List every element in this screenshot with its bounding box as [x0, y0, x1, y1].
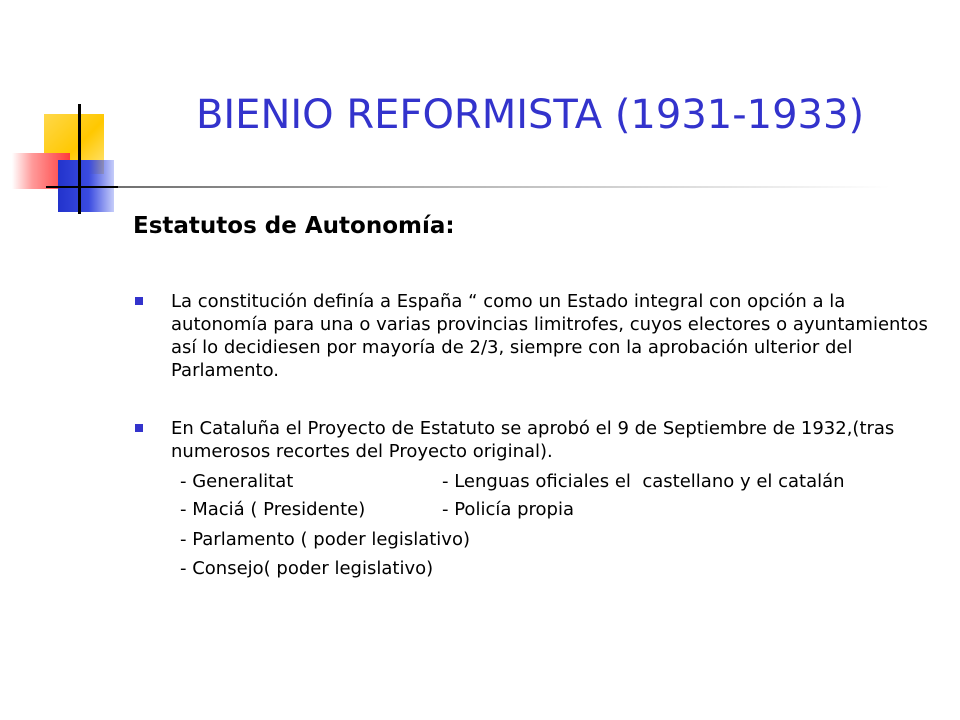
- sub-item-lenguas: - Lenguas oficiales el castellano y el catalán: [442, 471, 845, 492]
- title-underline-rule: [118, 186, 890, 188]
- bullet-text-constitution: La constitución definía a España “ como un Estado integral con opción a la autonomía para una o varias provincias limitrofes, cuyos electores o ayuntamientos así lo decidiesen por mayoría de 2/3, siempre con la aprobación ulterior del Parlamento.: [171, 291, 928, 381]
- bullet-marker-icon: [135, 424, 143, 432]
- sub-item-consejo: - Consejo( poder legislativo): [180, 558, 434, 579]
- section-heading: Estatutos de Autonomía:: [133, 213, 455, 239]
- sub-item-macia: - Maciá ( Presidente): [180, 499, 366, 520]
- sub-item-parlamento: - Parlamento ( poder legislativo): [180, 529, 470, 550]
- sub-item-generalitat: - Generalitat: [180, 471, 294, 492]
- slide-title: BIENIO REFORMISTA (1931-1933): [195, 92, 865, 138]
- horizontal-line-decoration: [46, 186, 126, 188]
- bullet-marker-icon: [135, 297, 143, 305]
- sub-item-policia: - Policía propia: [442, 499, 574, 520]
- bullet-text-cataluna: En Cataluña el Proyecto de Estatuto se aprobó el 9 de Septiembre de 1932,(tras numerosos recortes del Proyecto original).: [171, 418, 895, 462]
